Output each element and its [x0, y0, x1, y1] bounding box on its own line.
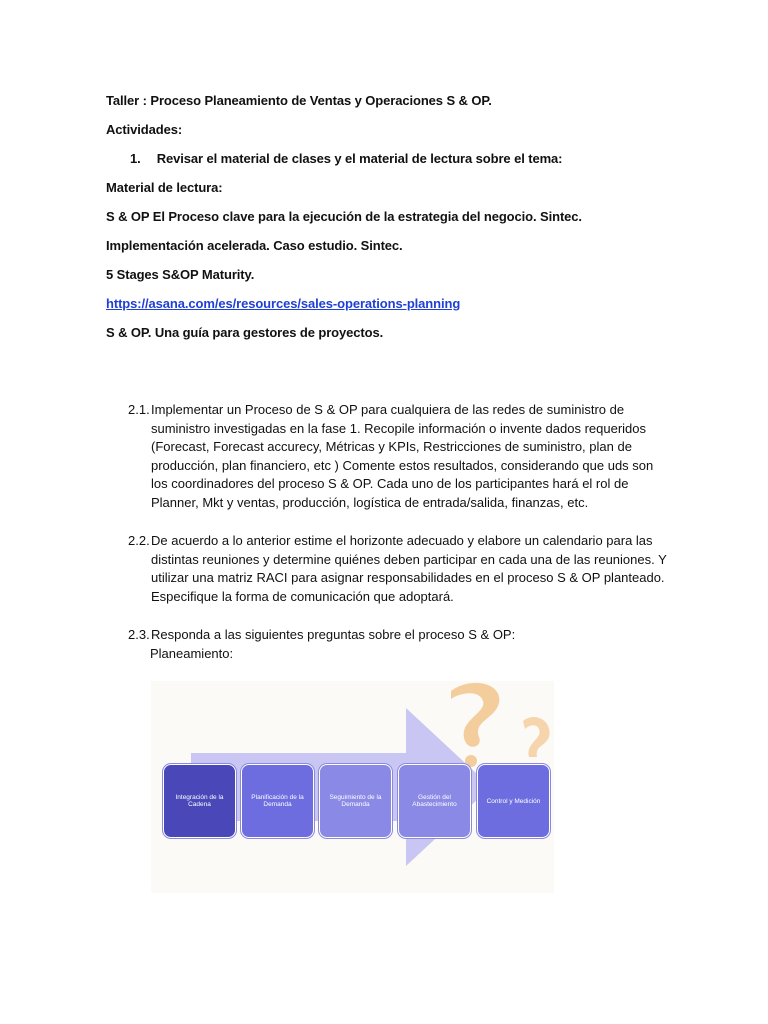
sop-process-diagram: [151, 681, 554, 893]
activities-heading: Actividades:: [106, 122, 183, 137]
task-2-3: [128, 626, 668, 645]
stage-box: [241, 764, 314, 838]
planning-subtitle: Planeamiento:: [150, 646, 234, 661]
stage-box: [163, 764, 236, 838]
reading-item: Implementación acelerada. Caso estudio. Sintec.: [106, 238, 403, 253]
task-number: 2.3.: [128, 627, 150, 642]
question-mark-icon: [451, 683, 499, 747]
asana-link[interactable]: https://asana.com/es/resources/sales-operations-planning: [106, 296, 461, 311]
task-number: 2.2.: [128, 533, 150, 548]
workshop-title: Taller : Proceso Planeamiento de Ventas y Operaciones S & OP.: [106, 93, 492, 108]
stage-label: Integración de la Cadena: [175, 794, 224, 808]
stage-box: [319, 764, 392, 838]
reading-item: S & OP. Una guía para gestores de proyectos.: [106, 325, 384, 340]
question-mark-icon: [523, 717, 550, 757]
reading-item: S & OP El Proceso clave para la ejecución de la estrategia del negocio. Sintec.: [106, 209, 582, 224]
activity-item-1: [130, 151, 562, 167]
stage-label: Control y Medición: [486, 797, 541, 805]
stage-label: Seguimiento de la Demanda: [329, 794, 382, 808]
task-text: Implementar un Proceso de S & OP para cualquiera de las redes de suministro de suministro investigadas en la fase 1. Recopile información o invente dados requeridos (Forecast, Forecast accurecy, Métricas y KPIs, Restricciones de suministro, plan de producción, plan financiero, etc ) Comente estos resultados, considerando que uds son los coordinadores del proceso S & OP. Cada uno de los participantes hará el rol de Planner, Mkt y ventas, producción, logística de entrada/salida, finanzas, etc.: [151, 402, 654, 510]
activity-number: 1.: [130, 151, 141, 166]
activity-text: Revisar el material de clases y el material de lectura sobre el tema:: [156, 151, 563, 166]
task-2-1: [128, 401, 668, 513]
stage-label: Gestión del Abastecimiento: [412, 794, 457, 808]
task-text: De acuerdo a lo anterior estime el horizonte adecuado y elabore un calendario para las distintas reuniones y determine quiénes deben participar en cada una de las reuniones. Y utilizar una matriz RACI para asignar responsabilidades en el proceso S & OP planteado. Especifique la forma de comunicación que adoptará.: [151, 533, 667, 604]
task-text: Responda a las siguientes preguntas sobre el proceso S & OP:: [151, 627, 516, 642]
stage-box: [398, 764, 471, 838]
task-2-2: [128, 532, 668, 606]
reading-material-heading: Material de lectura:: [106, 180, 223, 195]
task-number: 2.1.: [128, 402, 150, 417]
stage-label: Planificación de la Demanda: [251, 794, 304, 808]
reading-item: 5 Stages S&OP Maturity.: [106, 267, 255, 282]
stage-box: [477, 764, 550, 838]
